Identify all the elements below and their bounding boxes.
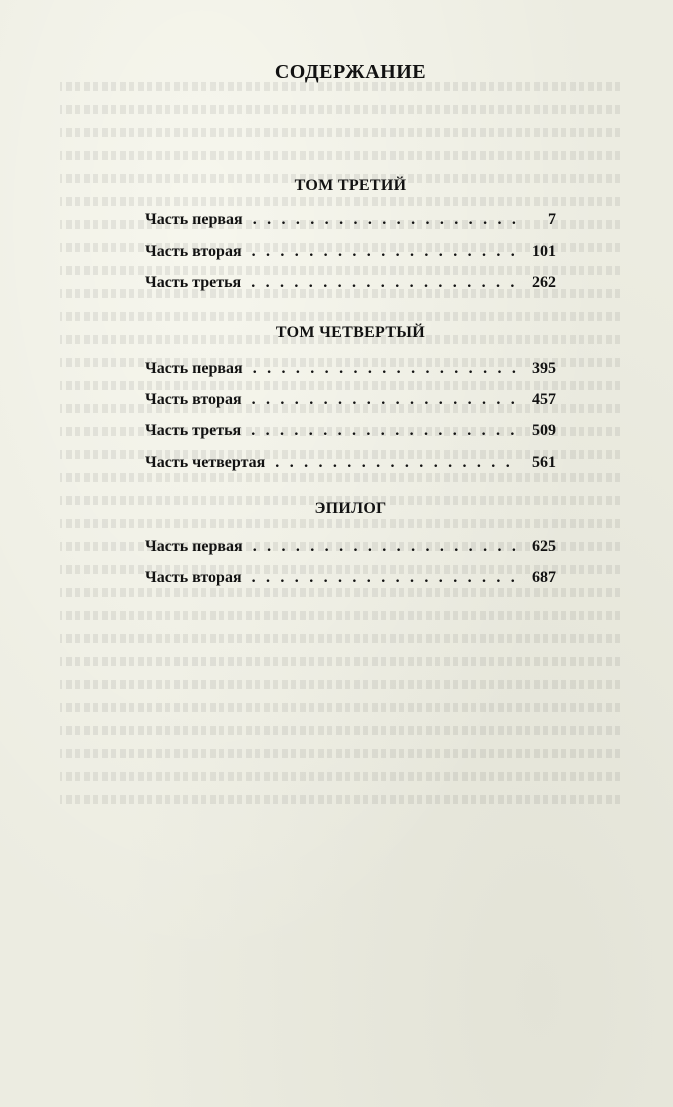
toc-entry-page: 395 bbox=[532, 360, 556, 377]
toc-entry-page: 509 bbox=[532, 422, 556, 439]
toc-dot-leader bbox=[251, 274, 518, 292]
toc-entry-label: Часть вторая bbox=[145, 391, 242, 408]
toc-dot-leader bbox=[252, 569, 518, 587]
toc-entry-page: 625 bbox=[532, 538, 556, 555]
section-heading-tom-chetvertyy: ТОМ ЧЕТВЕРТЫЙ bbox=[275, 324, 426, 341]
toc-entry-page: 687 bbox=[532, 569, 556, 586]
toc-entry[interactable] bbox=[145, 454, 556, 476]
toc-entry-page: 262 bbox=[532, 274, 556, 291]
toc-entry[interactable] bbox=[145, 360, 556, 382]
toc-entry-page: 561 bbox=[532, 454, 556, 471]
toc-entry-label: Часть вторая bbox=[145, 569, 242, 586]
toc-entry-page: 7 bbox=[548, 211, 556, 228]
toc-entry-label: Часть третья bbox=[145, 274, 242, 291]
toc-dot-leader bbox=[253, 360, 518, 378]
toc-entry-label: Часть третья bbox=[145, 422, 242, 439]
toc-entry-page: 101 bbox=[532, 243, 556, 260]
toc-dot-leader bbox=[275, 454, 518, 472]
toc-entry[interactable] bbox=[145, 538, 556, 560]
toc-dot-leader bbox=[252, 391, 518, 409]
toc-entry-label: Часть четвертая bbox=[145, 454, 266, 471]
section-heading-tom-tretiy: ТОМ ТРЕТИЙ bbox=[294, 177, 407, 194]
toc-entry[interactable] bbox=[145, 211, 556, 233]
toc-entry-label: Часть первая bbox=[145, 538, 243, 555]
toc-dot-leader bbox=[253, 211, 518, 229]
toc-entry-label: Часть вторая bbox=[145, 243, 242, 260]
toc-entry-label: Часть первая bbox=[145, 211, 243, 228]
toc-entry[interactable] bbox=[145, 391, 556, 413]
toc-entry[interactable] bbox=[145, 422, 556, 444]
toc-dot-leader bbox=[252, 243, 518, 261]
toc-entry[interactable] bbox=[145, 274, 556, 296]
toc-dot-leader bbox=[251, 422, 518, 440]
section-heading-epilog: ЭПИЛОГ bbox=[314, 500, 387, 517]
toc-dot-leader bbox=[253, 538, 518, 556]
toc-entry-label: Часть первая bbox=[145, 360, 243, 377]
page-title: СОДЕРЖАНИЕ bbox=[274, 61, 427, 83]
toc-entry[interactable] bbox=[145, 243, 556, 265]
toc-entry-page: 457 bbox=[532, 391, 556, 408]
toc-entry[interactable] bbox=[145, 569, 556, 591]
